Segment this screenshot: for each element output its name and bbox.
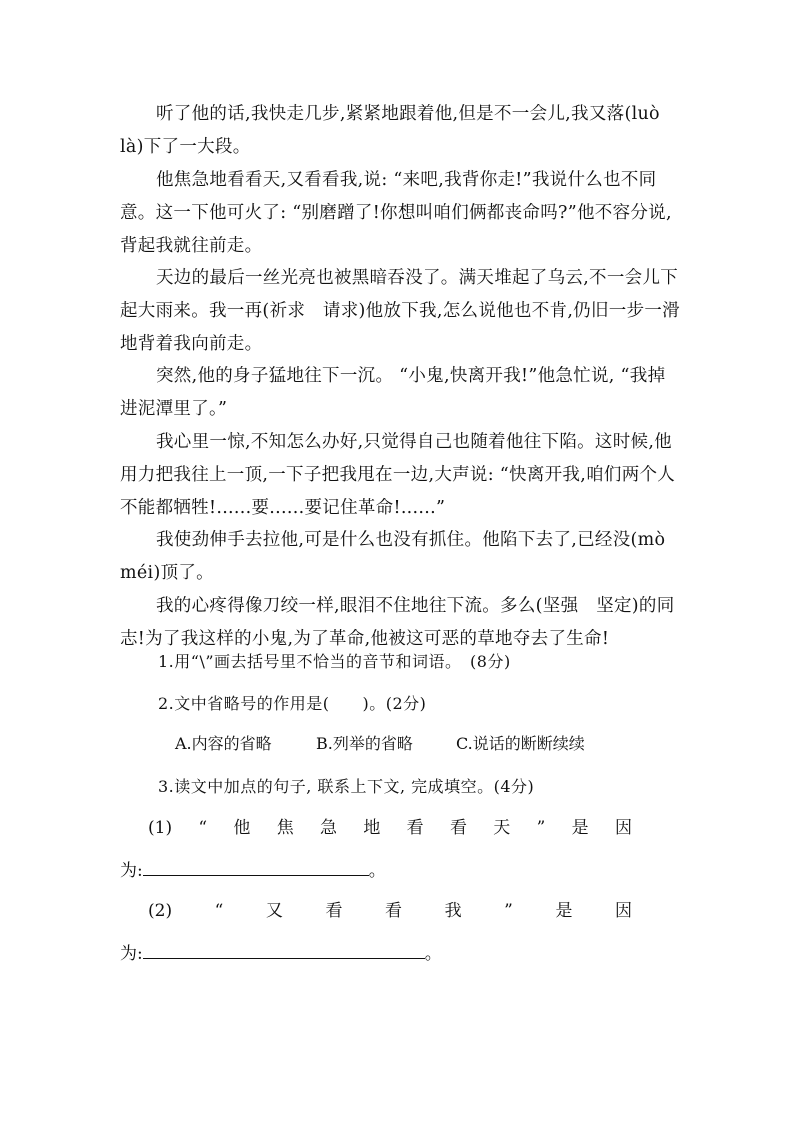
question-1: 1.用“\”画去括号里不恰当的音节和词语。 (8分) [158,652,511,671]
question-3-1-answer [120,857,386,884]
passage-paragraph-2: 他焦急地看看天,又看看我,说: “来吧,我背你走!”我说什么也不同意。这一下他可火了: “别磨蹭了!你想叫咱们俩都丧命吗?”他不容分说,背起我就往前走。 [120,170,672,256]
answer-prefix: 为: [120,861,143,881]
passage-paragraph-1: 听了他的话,我快走几步,紧紧地跟着他,但是不一会儿,我又落(luò là)下了一大段。 [120,104,660,157]
q3-2-char: 看 [325,901,343,921]
q3-2-char: 看 [385,901,403,921]
passage-paragraph-6: 我使劲伸手去拉他,可是什么也没有抓住。他陷下去了,已经没(mò méi)顶了。 [120,530,666,583]
q3-1-open-quote: “ [198,818,208,838]
question-3-1-line [148,815,632,841]
option-a: A.内容的省略 [175,734,272,753]
q3-1-char: 看 [449,818,467,838]
q3-2-char: 我 [444,901,462,921]
question-3: 3.读文中加点的句子, 联系上下文, 完成填空。(4分) [158,777,535,796]
passage-paragraph-7: 我的心疼得像刀绞一样,眼泪不住地往下流。多么(坚强 坚定)的同志!为了我这样的小鬼,为了革命,他被这可恶的草地夺去了生命! [120,596,675,649]
q3-2-char: 因 [615,901,632,921]
option-c: C.说话的断断续续 [456,734,585,753]
question-3-2-line [148,898,632,924]
passage-paragraph-5: 我心里一惊,不知怎么办好,只觉得自己也随着他往下陷。这时候,他用力把我往上一顶,一下子把我甩在一边,大声说: “快离开我,咱们两个人不能都牺牲!......要......要记住革命!......” [120,432,676,518]
q3-2-open-quote: “ [214,901,224,921]
passage-paragraph-3: 天边的最后一丝光亮也被黑暗吞没了。满天堆起了乌云,不一会儿下起大雨来。我一再(祈求 请求)他放下我,怎么说他也不肯,仍旧一步一滑地背着我向前走。 [120,268,680,354]
q3-1-char: 急 [320,818,338,838]
q3-1-number: (1) [148,818,173,838]
q3-1-char: 他 [233,818,251,838]
answer-suffix: 。 [424,944,442,964]
q3-1-char: 天 [493,818,511,838]
q3-1-char: 因 [614,818,632,838]
question-3-2-answer [120,940,442,967]
q3-2-char: 又 [265,901,283,921]
option-b: B.列举的省略 [316,734,413,753]
answer-suffix: 。 [368,861,386,881]
answer-blank-2[interactable] [143,940,425,959]
q3-1-char: 看 [406,818,424,838]
q3-1-char: 地 [363,818,381,838]
answer-prefix: 为: [120,944,143,964]
passage-paragraph-4: 突然,他的身子猛地往下一沉。 “小鬼,快离开我!”他急忙说, “我掉进泥潭里了。” [120,366,666,419]
q3-1-close-quote: ” [536,818,546,838]
question-2: 2.文中省略号的作用是( )。(2分) [158,694,427,713]
q3-1-char: 是 [571,818,589,838]
q3-2-number: (2) [148,901,173,921]
answer-blank-1[interactable] [143,857,369,876]
q3-2-close-quote: ” [504,901,513,921]
q3-1-char: 焦 [276,818,294,838]
q3-2-char: 是 [555,901,573,921]
